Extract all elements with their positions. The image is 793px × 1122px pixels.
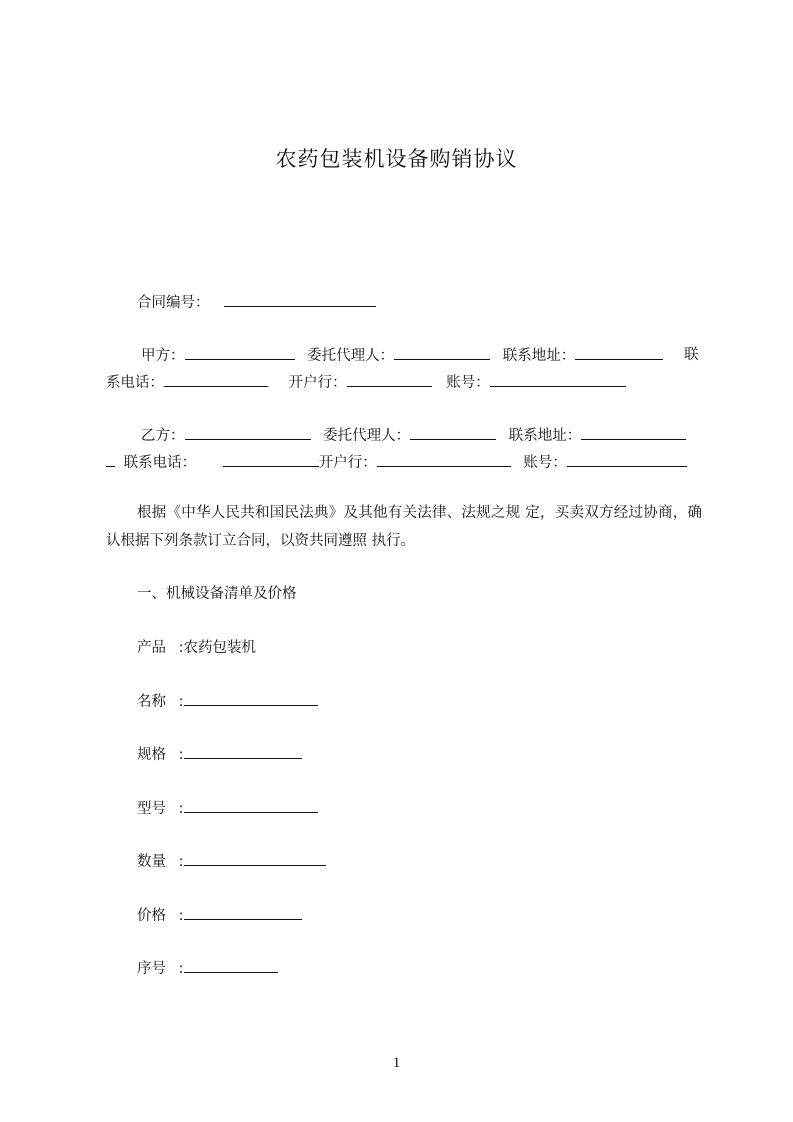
quantity-line: [137, 851, 326, 872]
party-b-line-1: [141, 425, 686, 446]
party-b-account-blank: [567, 452, 687, 467]
party-a-line-2: [106, 372, 626, 393]
price-colon: :: [178, 908, 184, 924]
contract-number-blank: [224, 292, 376, 307]
product-label: 产品: [137, 640, 166, 656]
party-a-phone-blank: [164, 372, 268, 387]
party-a-phone-label-part1: 联: [684, 347, 699, 363]
name-line: [137, 691, 318, 712]
name-colon: :: [178, 694, 184, 710]
party-b-phone-blank: [223, 452, 319, 467]
contract-number-line: [137, 292, 376, 313]
page-title: 农药包装机设备购销协议: [275, 147, 518, 171]
contract-number-label: 合同编号：: [137, 295, 210, 311]
party-a-line-1: [141, 345, 663, 366]
model-colon: :: [178, 801, 184, 817]
model-label: 型号: [137, 801, 166, 817]
party-a-bank-blank: [347, 372, 432, 387]
intro-paragraph: 根据《中华人民共和国民法典》及其他有关法律、法规之规 定，买卖双方经过协商，确认根据下列条款订立合同，以资共同遵照 执行。: [106, 505, 702, 549]
party-a-address-blank: [575, 345, 663, 360]
page-number: 1: [392, 1055, 401, 1071]
price-blank: [184, 905, 302, 920]
serial-label: 序号: [137, 961, 166, 977]
quantity-colon: :: [178, 854, 184, 870]
party-b-account-label: 账号：: [523, 455, 567, 471]
party-b-label: 乙方：: [141, 428, 185, 444]
model-line: [137, 798, 318, 819]
party-a-address-label: 联系地址：: [502, 348, 576, 364]
product-line: [137, 638, 256, 658]
quantity-blank: [184, 851, 326, 866]
price-line: [137, 905, 302, 926]
party-a-label: 甲方：: [141, 348, 185, 364]
party-a-bank-label: 开户行：: [288, 375, 347, 391]
spec-blank: [184, 744, 302, 759]
party-b-bank-blank: [377, 452, 511, 467]
spec-line: [137, 744, 302, 765]
party-b-agent-label: 委托代理人：: [323, 428, 411, 444]
party-a-blank: [185, 345, 295, 360]
party-a-agent-blank: [394, 345, 490, 360]
spec-label: 规格: [137, 747, 166, 763]
spec-colon: :: [178, 747, 184, 763]
party-a-phone-label: 系电话：: [106, 375, 164, 391]
party-a-account-blank: [490, 372, 626, 387]
party-b-address-blank-cont: [106, 452, 115, 467]
party-b-line-2: [106, 452, 687, 473]
name-label: 名称: [137, 694, 166, 710]
section-1-heading: 一、机械设备清单及价格: [137, 586, 297, 602]
party-a-account-label: 账号：: [446, 375, 490, 391]
name-blank: [184, 691, 318, 706]
serial-colon: :: [178, 961, 184, 977]
quantity-label: 数量: [137, 854, 166, 870]
party-b-address-label: 联系地址：: [508, 428, 582, 444]
serial-line: [137, 958, 278, 979]
party-b-address-blank: [581, 425, 686, 440]
serial-blank: [184, 958, 278, 973]
party-b-agent-blank: [410, 425, 496, 440]
party-a-agent-label: 委托代理人：: [307, 348, 395, 364]
party-b-blank: [185, 425, 311, 440]
product-value: :农药包装机: [178, 640, 256, 656]
price-label: 价格: [137, 908, 166, 924]
party-b-phone-label: 联系电话：: [123, 455, 197, 471]
model-blank: [184, 798, 318, 813]
party-b-bank-label: 开户行：: [318, 455, 377, 471]
